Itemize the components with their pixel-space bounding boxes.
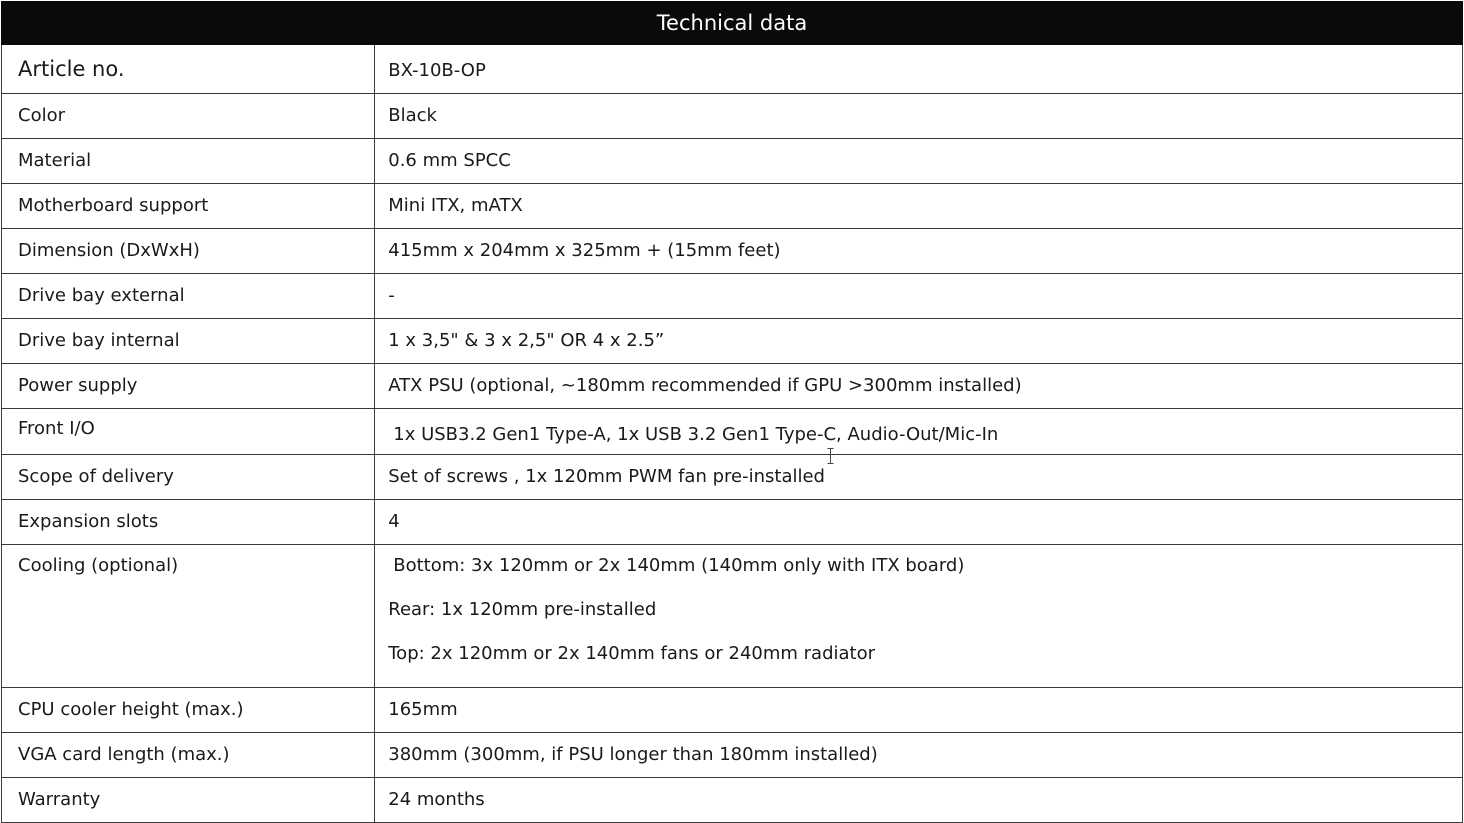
table-title: Technical data: [2, 2, 1463, 45]
cooling-line-bottom: Bottom: 3x 120mm or 2x 140mm (140mm only with ITX board): [393, 555, 965, 576]
table-row-dimension: [2, 229, 1463, 274]
table-row-warranty: [2, 778, 1463, 823]
table-row-scope-of-delivery: [2, 455, 1463, 500]
row-label: Front I/O: [2, 409, 375, 455]
row-label: Article no.: [2, 45, 375, 94]
table-row-color: [2, 94, 1463, 139]
row-value: 380mm (300mm, if PSU longer than 180mm installed): [375, 733, 1463, 778]
table-row-power-supply: [2, 364, 1463, 409]
row-label: Dimension (DxWxH): [2, 229, 375, 274]
table-row-vga-length: [2, 733, 1463, 778]
row-label: Power supply: [2, 364, 375, 409]
table-row-drive-bay-external: [2, 274, 1463, 319]
cooling-line-top: Top: 2x 120mm or 2x 140mm fans or 240mm radiator: [388, 643, 876, 664]
row-value-multiline: [375, 545, 1463, 688]
row-value: 165mm: [375, 688, 1463, 733]
table-row-expansion-slots: [2, 500, 1463, 545]
row-label: Material: [2, 139, 375, 184]
row-value: 1x USB3.2 Gen1 Type-A, 1x USB 3.2 Gen1 Type-C, Audio-Out/Mic-In: [375, 409, 1463, 455]
row-value: 24 months: [375, 778, 1463, 823]
table-header-row: [2, 2, 1463, 45]
row-value: BX-10B-OP: [375, 45, 1463, 94]
row-value: -: [375, 274, 1463, 319]
row-label: VGA card length (max.): [2, 733, 375, 778]
row-label: Drive bay internal: [2, 319, 375, 364]
row-label: Motherboard support: [2, 184, 375, 229]
row-label: Expansion slots: [2, 500, 375, 545]
table-row-cpu-cooler: [2, 688, 1463, 733]
row-value: 0.6 mm SPCC: [375, 139, 1463, 184]
table-row-front-io: [2, 409, 1463, 455]
row-value: Set of screws , 1x 120mm PWM fan pre-installed: [375, 455, 1463, 500]
row-label: Cooling (optional): [2, 545, 375, 688]
table-row-material: [2, 139, 1463, 184]
table-row-cooling: [2, 545, 1463, 688]
row-value: 415mm x 204mm x 325mm + (15mm feet): [375, 229, 1463, 274]
technical-data-table: [1, 1, 1463, 823]
table-row-article: [2, 45, 1463, 94]
cooling-line-rear: Rear: 1x 120mm pre-installed: [388, 599, 657, 620]
table-row-drive-bay-internal: [2, 319, 1463, 364]
row-label: Drive bay external: [2, 274, 375, 319]
table-row-motherboard: [2, 184, 1463, 229]
row-value: ATX PSU (optional, ~180mm recommended if GPU >300mm installed): [375, 364, 1463, 409]
row-label: Color: [2, 94, 375, 139]
row-value: 1 x 3,5" & 3 x 2,5" OR 4 x 2.5”: [375, 319, 1463, 364]
row-value: Mini ITX, mATX: [375, 184, 1463, 229]
row-label: Warranty: [2, 778, 375, 823]
row-label: CPU cooler height (max.): [2, 688, 375, 733]
row-value: Black: [375, 94, 1463, 139]
row-value: 4: [375, 500, 1463, 545]
row-label: Scope of delivery: [2, 455, 375, 500]
